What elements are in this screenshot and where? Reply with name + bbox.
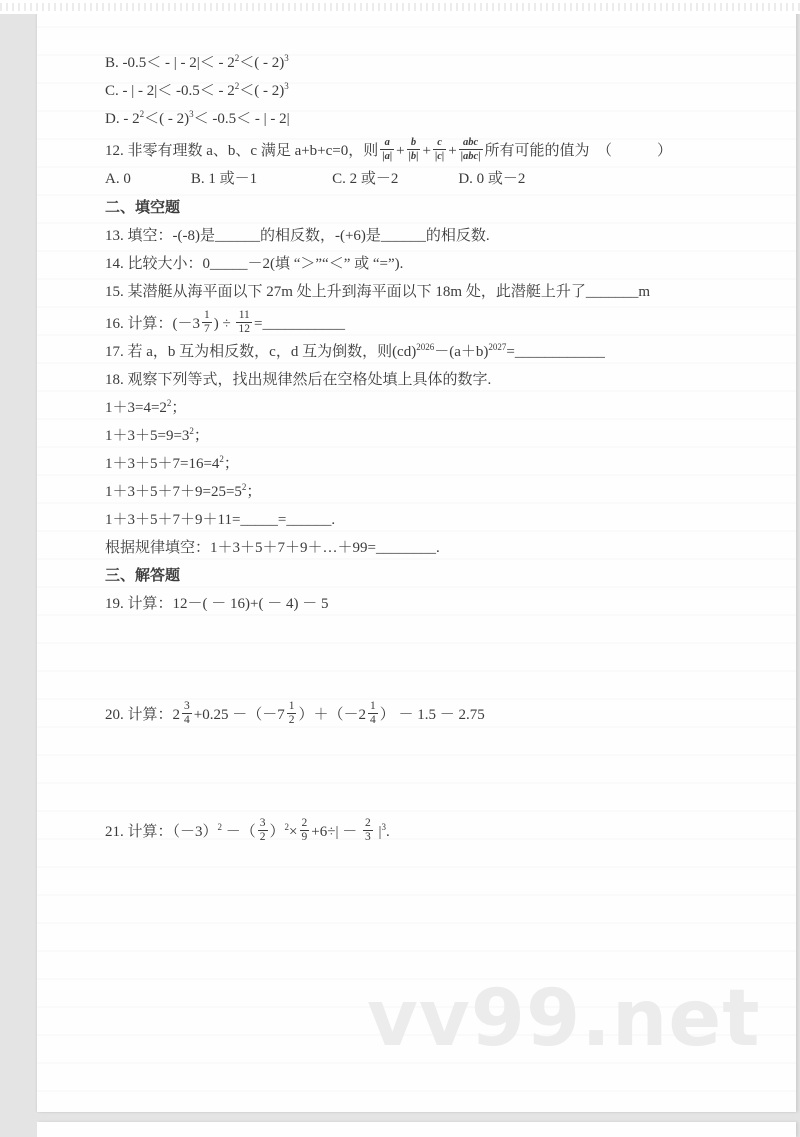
- text-run: B. -0.5＜ - | - 2|＜ - 2: [105, 55, 235, 71]
- superscript: 2027: [488, 342, 507, 352]
- line-q19: [105, 595, 766, 614]
- line-q18-eq2: [105, 427, 766, 446]
- text-run: 15. 某潜艇从海平面以下 27m 处上升到海平面以下 18m 处，此潜艇上升了_______m: [105, 284, 651, 300]
- text-run: +: [396, 142, 405, 159]
- next-page-edge: [37, 1122, 796, 1137]
- fraction-numerator: 2: [364, 817, 371, 829]
- line-options-12: [105, 170, 766, 189]
- fraction-denominator: 4: [370, 714, 376, 726]
- text-run: 1＋3=4=2: [105, 400, 167, 416]
- line-q18-eq3: [105, 455, 766, 474]
- fraction: [368, 700, 378, 727]
- fraction-numerator: 2: [301, 817, 308, 829]
- superscript: 2: [284, 821, 290, 832]
- fraction-numerator: a: [384, 137, 390, 148]
- text-run: =____________: [506, 344, 605, 360]
- fraction-denominator: 12: [238, 323, 250, 335]
- fraction: [182, 700, 192, 727]
- fraction-denominator: |abc|: [460, 151, 481, 162]
- text-run: 二、填空题: [105, 200, 181, 216]
- text-run: ）: [269, 823, 285, 840]
- superscript: 3: [284, 53, 289, 63]
- watermark: vv99.net: [367, 974, 761, 1064]
- fraction-numerator: c: [437, 137, 442, 148]
- text-run: －（: [222, 823, 256, 840]
- fraction: [258, 817, 268, 844]
- text-run: 13. 填空：-(-8)是______的相反数，-(+6)是______的相反数.: [105, 228, 490, 244]
- text-run: =___________: [253, 315, 345, 332]
- line-q17: [105, 343, 766, 362]
- text-run: 16. 计算：(－3: [105, 315, 200, 332]
- fraction-numerator: 3: [259, 817, 266, 829]
- fraction-denominator: 3: [364, 831, 371, 843]
- fraction-denominator: 7: [204, 323, 210, 335]
- fraction: [363, 817, 373, 844]
- text-run: －(a＋b): [434, 344, 489, 360]
- text-run: 12. 非零有理数 a、b、c 满足 a+b+c=0，则: [105, 142, 379, 159]
- text-run: 21. 计算：（－3）: [105, 823, 218, 840]
- text-run: |: [374, 823, 382, 840]
- superscript: 2: [234, 81, 240, 91]
- superscript: 2: [166, 398, 172, 408]
- text-run: 三、解答题: [105, 568, 181, 584]
- text-run: +: [448, 142, 457, 159]
- fraction-numerator: b: [410, 137, 417, 148]
- text-run: 根据规律填空：1＋3＋5＋7＋9＋…＋99=________.: [105, 540, 440, 556]
- text-run: 所有可能的值为 （ ）: [484, 142, 673, 159]
- text-run: +0.25 －（－7: [193, 706, 285, 723]
- line-q18-eq1: [105, 399, 766, 418]
- superscript: 2: [217, 821, 223, 832]
- text-run: D. - 2: [105, 111, 140, 127]
- text-run: ) ÷: [213, 315, 235, 332]
- text-run: 1＋3＋5=9=3: [105, 428, 190, 444]
- text-run: ×: [289, 823, 298, 840]
- text-run: +6÷| －: [311, 823, 361, 840]
- fraction-numerator: 11: [238, 309, 250, 321]
- text-run: ＜ -0.5＜ - | - 2|: [193, 111, 290, 127]
- fraction: [407, 136, 421, 163]
- fraction-denominator: |a|: [382, 151, 393, 162]
- text-run: C. - | - 2|＜ -0.5＜ - 2: [105, 83, 235, 99]
- superscript: 2: [189, 426, 194, 436]
- fraction-denominator: |c|: [434, 151, 445, 162]
- line-q18-rule: [105, 539, 766, 558]
- line-q14: [105, 255, 766, 274]
- superscript: 2026: [416, 342, 435, 352]
- fraction: [202, 309, 212, 336]
- fraction-numerator: 1: [288, 700, 295, 712]
- text-run: ；: [193, 428, 209, 444]
- text-run: 1＋3＋5＋7＋9＋11=_____=______.: [105, 512, 336, 528]
- fraction-numerator: abc: [463, 137, 479, 148]
- text-run: 14. 比较大小：0_____－2(填 “＞”“＜” 或 “=”).: [105, 256, 404, 272]
- text-run: 1＋3＋5＋7=16=4: [105, 456, 220, 472]
- text-run: +: [422, 142, 431, 159]
- text-run: ；: [246, 484, 262, 500]
- superscript: 3: [189, 109, 194, 119]
- text-run: ＜( - 2): [239, 83, 285, 99]
- text-run: 20. 计算：2: [105, 706, 181, 723]
- superscript: 2: [234, 53, 240, 63]
- line-q12: [105, 138, 766, 165]
- fraction-numerator: 1: [204, 309, 210, 321]
- fraction: [459, 136, 483, 163]
- text-run: 18. 观察下列等式，找出规律然后在空格处填上具体的数字.: [105, 372, 492, 388]
- text-run: A. 0 B. 1 或－1 C. 2 或－2 D. 0 或－2: [105, 171, 526, 187]
- fraction-denominator: 2: [259, 831, 266, 843]
- superscript: 2: [219, 454, 224, 464]
- line-q18: [105, 371, 766, 390]
- text-run: ）＋（－2: [298, 706, 366, 723]
- line-q21: [105, 819, 766, 846]
- fraction-denominator: |b|: [408, 151, 419, 162]
- text-run: ＜( - 2): [144, 111, 190, 127]
- fraction-denominator: 4: [184, 714, 190, 726]
- fraction-denominator: 2: [288, 714, 295, 726]
- line-section-solve: [105, 567, 766, 586]
- text-run: 19. 计算：12－( － 16)+( － 4) － 5: [105, 596, 329, 612]
- fraction-denominator: 9: [301, 831, 308, 843]
- text-run: 1＋3＋5＋7＋9=25=5: [105, 484, 242, 500]
- text-run: 17. 若 a，b 互为相反数，c，d 互为倒数，则(cd): [105, 344, 417, 360]
- line-q16: [105, 311, 766, 338]
- line-q18-eq5: [105, 511, 766, 530]
- fraction: [300, 817, 310, 844]
- fraction: [236, 309, 252, 336]
- perforation-strip: [0, 0, 800, 14]
- superscript: 3: [381, 821, 386, 832]
- line-q13: [105, 227, 766, 246]
- text-run: ＜( - 2): [239, 55, 285, 71]
- fraction-numerator: 3: [184, 700, 190, 712]
- superscript: 2: [241, 482, 247, 492]
- superscript: 3: [284, 81, 289, 91]
- document-content: [37, 0, 796, 846]
- line-q20: [105, 702, 766, 729]
- line-q18-eq4: [105, 483, 766, 502]
- fraction-numerator: 1: [370, 700, 376, 712]
- fraction: [433, 136, 446, 163]
- fraction: [380, 136, 394, 163]
- line-option-c: [105, 82, 766, 101]
- text-run: ；: [223, 456, 239, 472]
- text-run: ；: [171, 400, 187, 416]
- line-option-d: [105, 110, 766, 129]
- line-option-b: [105, 54, 766, 73]
- superscript: 2: [139, 109, 145, 119]
- line-section-fill: [105, 199, 766, 218]
- document-page: [37, 0, 796, 1112]
- fraction: [287, 700, 297, 727]
- line-q15: [105, 283, 766, 302]
- text-run: ） － 1.5 － 2.75: [379, 706, 485, 723]
- text-run: .: [385, 823, 390, 840]
